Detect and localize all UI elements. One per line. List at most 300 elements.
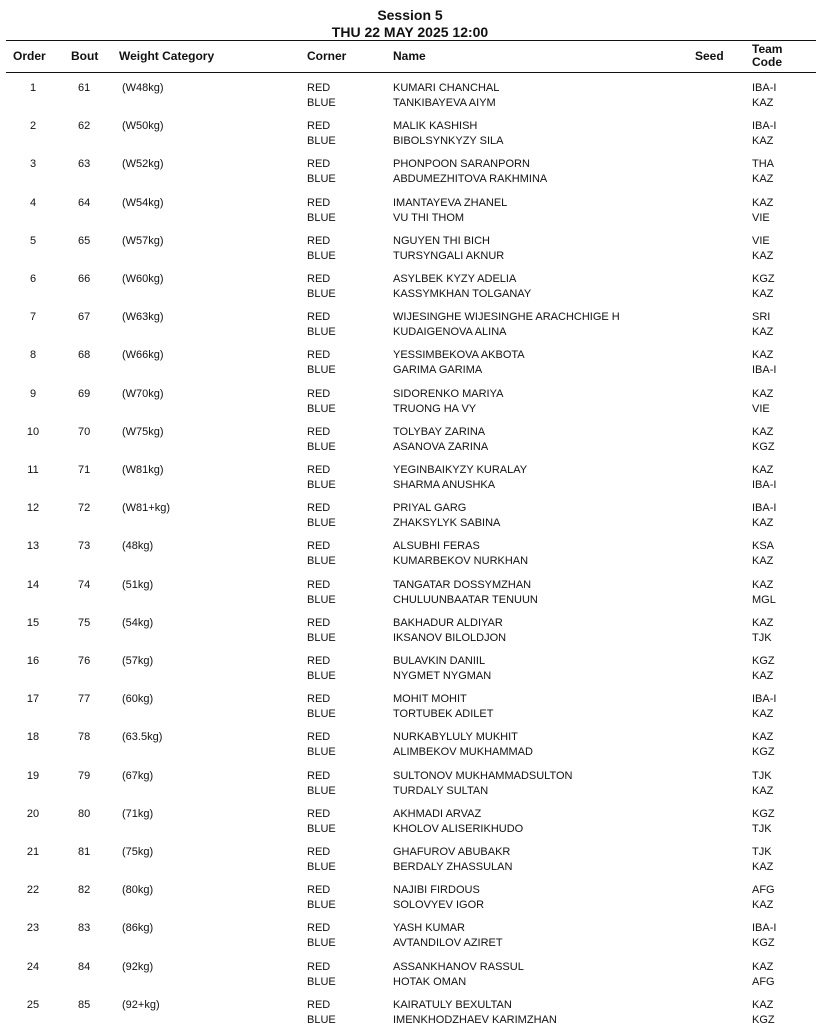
boxer-name-blue: TORTUBEK ADILET [393,708,494,720]
corner-blue: BLUE [307,250,336,262]
boxer-name [393,692,493,722]
boxer-name [393,845,512,875]
boxer-name-blue: KUDAIGENOVA ALINA [393,326,507,338]
bout-number: 69 [78,388,91,400]
boxer-name-blue: ASANOVA ZARINA [393,441,489,453]
corner [307,883,336,913]
team-code-red: TJK [752,770,772,782]
boxer-name-blue: NYGMET NYGMAN [393,670,492,682]
team-code [752,501,776,531]
corner [307,310,336,340]
corner [307,654,336,684]
bout-number: 82 [78,884,91,896]
team-code-blue: KAZ [752,861,774,873]
weight-category: (W52kg) [122,158,164,170]
corner-blue: BLUE [307,937,336,949]
team-code [752,272,775,302]
weight-category: (51kg) [122,579,154,591]
boxer-name-blue: TURDALY SULTAN [393,785,489,797]
boxer-name-blue: HOTAK OMAN [393,976,467,988]
boxer-name-blue: KUMARBEKOV NURKHAN [393,555,529,567]
corner [307,807,336,837]
team-code [752,730,775,760]
order-number: 20 [26,808,40,820]
weight-category: (75kg) [122,846,154,858]
corner-blue: BLUE [307,823,336,835]
boxer-name [393,348,525,378]
team-code [752,119,776,149]
weight-category: (W66kg) [122,349,164,361]
boxer-name [393,387,503,417]
corner-blue: BLUE [307,173,336,185]
order-number: 4 [29,197,37,209]
team-code [752,157,774,187]
team-code-blue: KAZ [752,97,774,109]
team-code-blue: KAZ [752,670,774,682]
boxer-name-red: NAJIBI FIRDOUS [393,884,480,896]
column-header-team-line2: Code [752,55,782,69]
team-code [752,883,775,913]
team-code [752,348,776,378]
order-number: 16 [26,655,40,667]
bout-number: 64 [78,197,91,209]
team-code-red: AFG [752,884,775,896]
bout-row [0,539,820,571]
boxer-name-red: MOHIT MOHIT [393,693,467,705]
boxer-name-red: ALSUBHI FERAS [393,540,480,552]
weight-category: (W81+kg) [122,502,170,514]
bout-number: 79 [78,770,91,782]
boxer-name-red: YASH KUMAR [393,922,465,934]
order-number: 9 [29,388,37,400]
boxer-name [393,501,500,531]
order-number: 3 [29,158,37,170]
boxer-name [393,883,484,913]
corner [307,501,336,531]
team-code-blue: KGZ [752,1014,775,1026]
weight-category: (54kg) [122,617,154,629]
corner-red: RED [307,349,331,361]
team-code-red: KAZ [752,464,774,476]
corner-red: RED [307,579,331,591]
order-number: 21 [26,846,40,858]
boxer-name [393,539,528,569]
corner-red: RED [307,464,331,476]
boxer-name [393,921,503,951]
boxer-name [393,616,506,646]
column-header-team-line1: Team [752,42,783,56]
corner [307,81,336,111]
corner [307,845,336,875]
bout-number: 75 [78,617,91,629]
team-code [752,425,775,455]
bout-row [0,883,820,915]
bout-row [0,654,820,686]
team-code-blue: TJK [752,632,772,644]
corner-blue: BLUE [307,212,336,224]
weight-category: (W63kg) [122,311,164,323]
boxer-name-red: GHAFUROV ABUBAKR [393,846,511,858]
corner-blue: BLUE [307,555,336,567]
team-code [752,310,773,340]
corner-red: RED [307,808,331,820]
team-code-red: VIE [752,235,770,247]
team-code-red: KGZ [752,655,775,667]
team-code-red: IBA-I [752,120,777,132]
bout-number: 71 [78,464,91,476]
order-number: 25 [26,999,40,1011]
corner [307,960,336,990]
order-number: 8 [29,349,37,361]
boxer-name [393,196,507,226]
corner [307,196,336,226]
boxer-name-red: SULTONOV MUKHAMMADSULTON [393,770,573,782]
team-code-red: IBA-I [752,693,777,705]
order-number: 10 [26,426,40,438]
corner-red: RED [307,197,331,209]
team-code-blue: MGL [752,594,776,606]
bout-row [0,692,820,724]
corner-red: RED [307,999,331,1011]
team-code-red: KAZ [752,731,774,743]
team-code-red: KSA [752,540,775,552]
corner [307,921,336,951]
weight-category: (92kg) [122,961,154,973]
corner-blue: BLUE [307,861,336,873]
team-code-red: KAZ [752,197,774,209]
column-header-seed: Seed [695,49,724,63]
team-code-blue: KAZ [752,708,774,720]
corner [307,692,336,722]
boxer-name [393,769,573,799]
team-code [752,921,776,951]
team-code [752,769,773,799]
boxer-name-red: PRIYAL GARG [393,502,467,514]
weight-category: (W57kg) [122,235,164,247]
corner-red: RED [307,540,331,552]
boxer-name [393,81,499,111]
bout-row [0,310,820,342]
corner-blue: BLUE [307,135,336,147]
bout-number: 63 [78,158,91,170]
team-code-blue: IBA-I [752,479,777,491]
team-code [752,845,773,875]
corner-red: RED [307,617,331,629]
corner-red: RED [307,693,331,705]
team-code [752,578,776,608]
team-code-blue: KAZ [752,173,774,185]
bout-number: 83 [78,922,91,934]
boxer-name-blue: TURSYNGALI AKNUR [393,250,505,262]
bout-number: 67 [78,311,91,323]
boxer-name-blue: TANKIBAYEVA AIYM [393,97,496,109]
bout-row [0,119,820,151]
corner-blue: BLUE [307,899,336,911]
order-number: 22 [26,884,40,896]
boxer-name-blue: SHARMA ANUSHKA [393,479,496,491]
bout-row [0,921,820,953]
order-number: 24 [26,961,40,973]
corner-red: RED [307,426,331,438]
bout-row [0,463,820,495]
order-number: 19 [26,770,40,782]
weight-category: (W48kg) [122,82,164,94]
corner-red: RED [307,82,331,94]
corner-blue: BLUE [307,785,336,797]
bout-row [0,157,820,189]
weight-category: (W81kg) [122,464,164,476]
column-header-weight-category: Weight Category [119,49,215,63]
session-datetime: THU 22 MAY 2025 12:00 [331,24,489,40]
boxer-name [393,157,547,187]
team-code [752,692,776,722]
boxer-name-blue: AVTANDILOV AZIRET [393,937,503,949]
boxer-name-red: MALIK KASHISH [393,120,478,132]
team-code-blue: KAZ [752,288,774,300]
boxer-name-red: YEGINBAIKYZY KURALAY [393,464,528,476]
corner [307,769,336,799]
weight-category: (W50kg) [122,120,164,132]
weight-category: (60kg) [122,693,154,705]
boxer-name-blue: ZHAKSYLYK SABINA [393,517,501,529]
corner-blue: BLUE [307,97,336,109]
order-number: 13 [26,540,40,552]
boxer-name-red: AKHMADI ARVAZ [393,808,482,820]
order-number: 6 [29,273,37,285]
team-code [752,960,775,990]
team-code-blue: AFG [752,976,775,988]
bout-row [0,730,820,762]
corner-blue: BLUE [307,976,336,988]
team-code-red: KAZ [752,579,774,591]
boxer-name [393,578,538,608]
bout-number: 77 [78,693,91,705]
boxer-name [393,119,503,149]
corner [307,539,336,569]
team-code-blue: KGZ [752,937,775,949]
corner-blue: BLUE [307,1014,336,1026]
column-header-bout: Bout [71,49,99,63]
boxer-name-red: WIJESINGHE WIJESINGHE ARACHCHIGE H [393,311,620,323]
team-code-red: THA [752,158,774,170]
bout-number: 68 [78,349,91,361]
corner-red: RED [307,655,331,667]
corner-red: RED [307,120,331,132]
corner-blue: BLUE [307,326,336,338]
corner-red: RED [307,884,331,896]
weight-category: (67kg) [122,770,154,782]
order-number: 5 [29,235,37,247]
bout-row [0,769,820,801]
corner-red: RED [307,731,331,743]
boxer-name-red: BULAVKIN DANIIL [393,655,486,667]
corner-blue: BLUE [307,479,336,491]
corner [307,425,336,455]
boxer-name-red: YESSIMBEKOVA AKBOTA [393,349,525,361]
boxer-name [393,425,488,455]
order-number: 2 [29,120,37,132]
boxer-name [393,463,527,493]
team-code [752,81,776,111]
boxer-name [393,730,533,760]
bout-row [0,196,820,228]
corner [307,998,336,1028]
boxer-name-blue: KASSYMKHAN TOLGANAY [393,288,532,300]
corner-red: RED [307,235,331,247]
team-code-red: KGZ [752,273,775,285]
boxer-name-red: SIDORENKO MARIYA [393,388,504,400]
column-header-corner: Corner [307,49,347,63]
boxer-name-blue: ALIMBEKOV MUKHAMMAD [393,746,533,758]
team-code-blue: TJK [752,823,772,835]
team-code-blue: VIE [752,403,770,415]
boxer-name [393,234,504,264]
team-code-blue: KAZ [752,326,774,338]
bout-row [0,578,820,610]
bout-row [0,387,820,419]
order-number: 1 [29,82,37,94]
boxer-name-red: NGUYEN THI BICH [393,235,490,247]
bout-number: 85 [78,999,91,1011]
weight-category: (W54kg) [122,197,164,209]
bout-number: 72 [78,502,91,514]
bout-row [0,807,820,839]
bout-number: 84 [78,961,91,973]
order-number: 18 [26,731,40,743]
boxer-name-blue: BERDALY ZHASSULAN [393,861,513,873]
corner [307,234,336,264]
boxer-name-blue: TRUONG HA VY [393,403,477,415]
corner [307,387,336,417]
corner [307,730,336,760]
corner-blue: BLUE [307,364,336,376]
order-number: 15 [26,617,40,629]
weight-category: (71kg) [122,808,154,820]
team-code [752,387,773,417]
bout-number: 62 [78,120,91,132]
team-code-blue: KAZ [752,135,774,147]
corner-blue: BLUE [307,632,336,644]
team-code-red: KAZ [752,349,774,361]
boxer-name-blue: SOLOVYEV IGOR [393,899,485,911]
boxer-name-red: ASYLBEK KYZY ADELIA [393,273,517,285]
order-number: 23 [26,922,40,934]
weight-category: (57kg) [122,655,154,667]
corner-red: RED [307,846,331,858]
bout-number: 81 [78,846,91,858]
team-code [752,807,775,837]
boxer-name [393,807,523,837]
corner-red: RED [307,502,331,514]
boxer-name [393,998,557,1028]
boxer-name [393,654,491,684]
bout-row [0,234,820,266]
team-code-blue: KAZ [752,899,774,911]
boxer-name-red: KUMARI CHANCHAL [393,82,500,94]
boxer-name-blue: KHOLOV ALISERIKHUDO [393,823,524,835]
bout-row [0,616,820,648]
bout-row [0,272,820,304]
bout-row [0,998,820,1030]
team-code-red: KAZ [752,426,774,438]
team-code-red: KGZ [752,808,775,820]
weight-category: (92+kg) [122,999,160,1011]
boxer-name-blue: IKSANOV BILOLDJON [393,632,507,644]
team-code [752,196,773,226]
bout-number: 73 [78,540,91,552]
weight-category: (63.5kg) [122,731,163,743]
team-code-blue: KGZ [752,746,775,758]
team-code-red: IBA-I [752,82,777,94]
corner [307,616,336,646]
corner-blue: BLUE [307,517,336,529]
weight-category: (W70kg) [122,388,164,400]
corner [307,157,336,187]
team-code-red: TJK [752,846,772,858]
corner-blue: BLUE [307,288,336,300]
bout-number: 70 [78,426,91,438]
bout-number: 78 [78,731,91,743]
boxer-name-red: PHONPOON SARANPORN [393,158,530,170]
team-code [752,539,774,569]
bout-number: 80 [78,808,91,820]
boxer-name-blue: IMENKHODZHAEV KARIMZHAN [393,1014,557,1026]
corner-red: RED [307,158,331,170]
team-code-blue: KAZ [752,785,774,797]
boxer-name-red: TOLYBAY ZARINA [393,426,486,438]
corner-red: RED [307,770,331,782]
team-code-blue: KAZ [752,517,774,529]
corner [307,348,336,378]
team-code [752,463,776,493]
weight-category: (48kg) [122,540,154,552]
boxer-name-red: IMANTAYEVA ZHANEL [393,197,508,209]
boxer-name-red: TANGATAR DOSSYMZHAN [393,579,532,591]
team-code-red: IBA-I [752,502,777,514]
boxer-name [393,960,524,990]
bout-row [0,81,820,113]
corner-red: RED [307,273,331,285]
team-code-red: KAZ [752,961,774,973]
boxer-name-blue: GARIMA GARIMA [393,364,483,376]
weight-category: (80kg) [122,884,154,896]
order-number: 14 [26,579,40,591]
corner-red: RED [307,388,331,400]
weight-category: (86kg) [122,922,154,934]
order-number: 12 [26,502,40,514]
order-number: 11 [27,464,39,476]
session-title: Session 5 [377,7,443,23]
team-code [752,616,773,646]
column-header-order: Order [13,49,46,63]
corner [307,578,336,608]
team-code-red: SRI [752,311,771,323]
bout-row [0,348,820,380]
bout-number: 65 [78,235,91,247]
team-code-blue: IBA-I [752,364,777,376]
corner [307,463,336,493]
bout-number: 74 [78,579,91,591]
corner-blue: BLUE [307,594,336,606]
corner-blue: BLUE [307,746,336,758]
corner-red: RED [307,961,331,973]
corner-blue: BLUE [307,403,336,415]
boxer-name-blue: CHULUUNBAATAR TENUUN [393,594,538,606]
corner [307,272,336,302]
team-code [752,654,775,684]
boxer-name-red: NURKABYLULY MUKHIT [393,731,518,743]
team-code-blue: KAZ [752,555,774,567]
